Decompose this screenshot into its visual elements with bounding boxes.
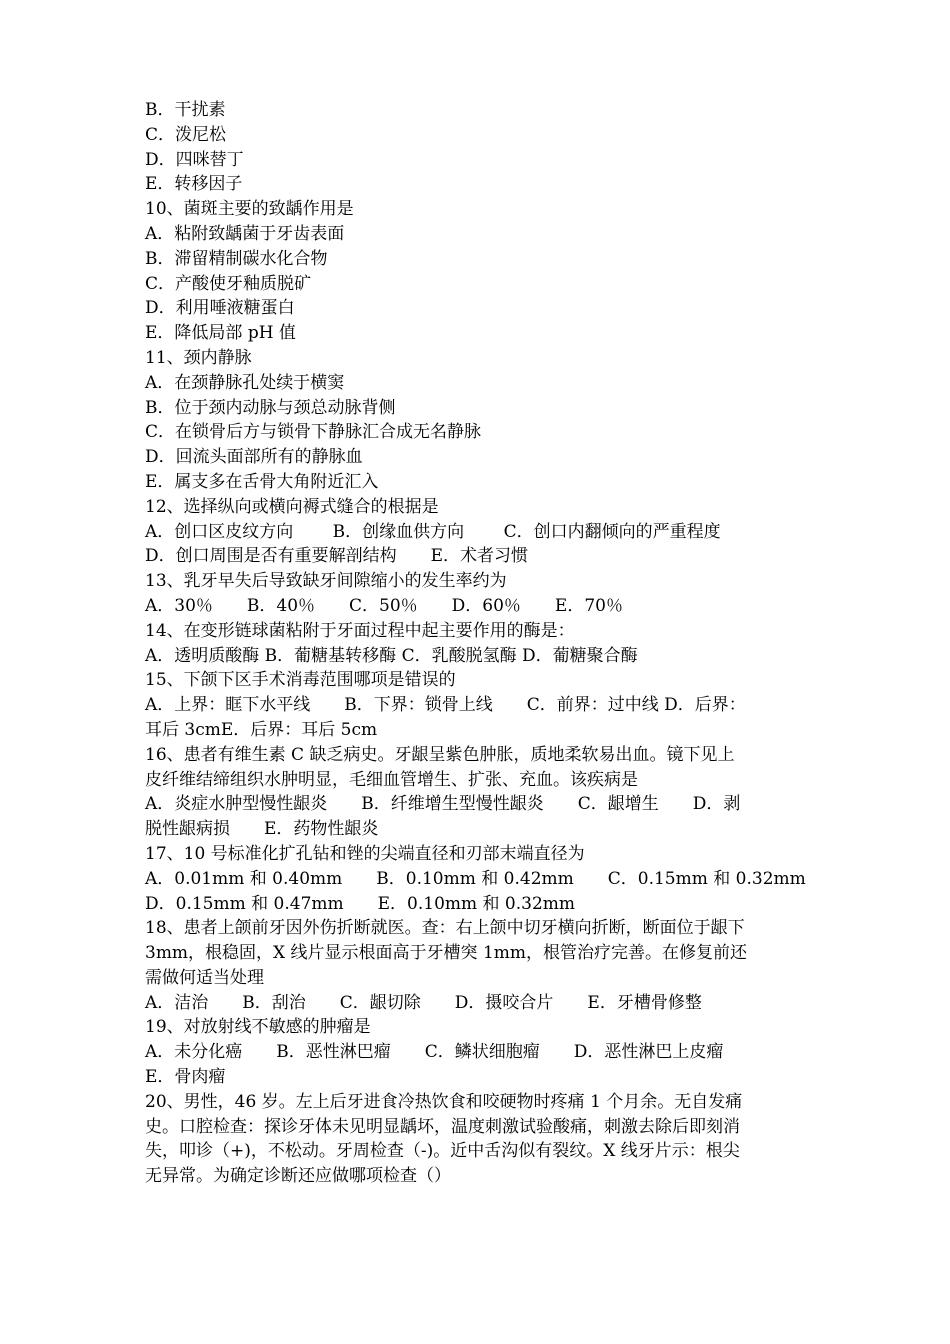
option-b-interferon: B．干扰素	[145, 100, 226, 120]
question-19: 19、对放射线不敏感的肿瘤是	[145, 1017, 371, 1038]
option-c-prednisone: C．泼尼松	[145, 124, 227, 145]
q11-option-c: C．在锁骨后方与锁骨下静脉汇合成无名静脉	[145, 422, 482, 443]
question-20-line-2: 史。口腔检查：探诊牙体未见明显龋坏，温度刺激试验酸痛，刺激去除后即刻消	[145, 1116, 740, 1137]
q17-options-line-1: A．0.01mm 和 0.40mm B．0.10mm 和 0.42mm C．0.15mm 和 0.32mm	[145, 868, 806, 889]
question-17: 17、10 号标准化扩孔钻和锉的尖端直径和刃部末端直径为	[145, 843, 585, 864]
q16-options-line-2: 脱性龈病损 E．药物性龈炎	[145, 819, 379, 840]
q14-options: A．透明质酸酶 B．葡糖基转移酶 C．乳酸脱氢酶 D．葡糖聚合酶	[145, 645, 638, 666]
q11-option-b: B．位于颈内动脉与颈总动脉背侧	[145, 397, 396, 418]
q10-option-d: D．利用唾液糖蛋白	[145, 298, 295, 319]
option-e-transfer-factor: E．转移因子	[145, 174, 243, 195]
question-10: 10、菌斑主要的致龋作用是	[145, 199, 354, 220]
option-d-tetramisole: D．四咪替丁	[145, 149, 244, 170]
question-20-line-4: 无异常。为确定诊断还应做哪项检查（）	[145, 1166, 451, 1187]
question-16-line-1: 16、患者有维生素 C 缺乏病史。牙龈呈紫色肿胀，质地柔软易出血。镜下见上	[145, 744, 735, 765]
document-body	[145, 98, 820, 1189]
q11-option-d: D．回流头面部所有的静脉血	[145, 447, 363, 468]
q10-option-a: A．粘附致龋菌于牙齿表面	[145, 223, 345, 244]
question-16-line-2: 皮纤维结缔组织水肿明显，毛细血管增生、扩张、充血。该疾病是	[145, 769, 638, 790]
question-20-line-3: 失，叩诊（+)，不松动。牙周检查（-)。近中舌沟似有裂纹。X 线牙片示：根尖	[145, 1141, 740, 1162]
q16-options-line-1: A．炎症水肿型慢性龈炎 B．纤维增生型慢性龈炎 C．龈增生 D．剥	[145, 794, 741, 815]
q12-options-abc: A．创口区皮纹方向 B．创缘血供方向 C．创口内翻倾向的严重程度	[145, 521, 721, 542]
q19-options-line-2: E．骨肉瘤	[145, 1067, 226, 1088]
q19-options-line-1: A．未分化癌 B．恶性淋巴瘤 C．鳞状细胞瘤 D．恶性淋巴上皮瘤	[145, 1042, 724, 1063]
q10-option-e: E．降低局部 pH 值	[145, 323, 296, 344]
question-13: 13、乳牙早失后导致缺牙间隙缩小的发生率约为	[145, 571, 507, 592]
q10-option-c: C．产酸使牙釉质脱矿	[145, 273, 312, 294]
q15-options-line-2: 耳后 3cmE．后界：耳后 5cm	[145, 719, 378, 740]
question-12: 12、选择纵向或横向褥式缝合的根据是	[145, 496, 439, 517]
question-11: 11、颈内静脉	[145, 347, 252, 368]
q17-options-line-2: D．0.15mm 和 0.47mm E．0.10mm 和 0.32mm	[145, 893, 576, 914]
q11-option-a: A．在颈静脉孔处续于横窦	[145, 372, 345, 393]
question-18-line-2: 3mm，根稳固，X 线片显示根面高于牙槽突 1mm，根管治疗完善。在修复前还	[145, 943, 748, 964]
question-15: 15、下颌下区手术消毒范围哪项是错误的	[145, 670, 456, 691]
question-14: 14、在变形链球菌粘附于牙面过程中起主要作用的酶是：	[145, 620, 575, 641]
q13-options: A．30％ B．40％ C．50％ D．60％ E．70％	[145, 595, 623, 616]
q18-options: A．洁治 B．刮治 C．龈切除 D．摄咬合片 E．牙槽骨修整	[145, 992, 702, 1013]
question-18-line-3: 需做何适当处理	[145, 967, 264, 988]
question-18-line-1: 18、患者上颌前牙因外伤折断就医。查：右上颌中切牙横向折断，断面位于龈下	[145, 918, 745, 939]
question-20-line-1: 20、男性，46 岁。左上后牙进食冷热饮食和咬硬物时疼痛 1 个月余。无自发痛	[145, 1091, 743, 1112]
q11-option-e: E．属支多在舌骨大角附近汇入	[145, 471, 379, 492]
q15-options-line-1: A．上界：眶下水平线 B．下界：锁骨上线 C．前界：过中线 D．后界：	[145, 695, 746, 716]
q10-option-b: B．滞留精制碳水化合物	[145, 248, 328, 269]
q12-options-de: D．创口周围是否有重要解剖结构 E．术者习惯	[145, 546, 529, 567]
